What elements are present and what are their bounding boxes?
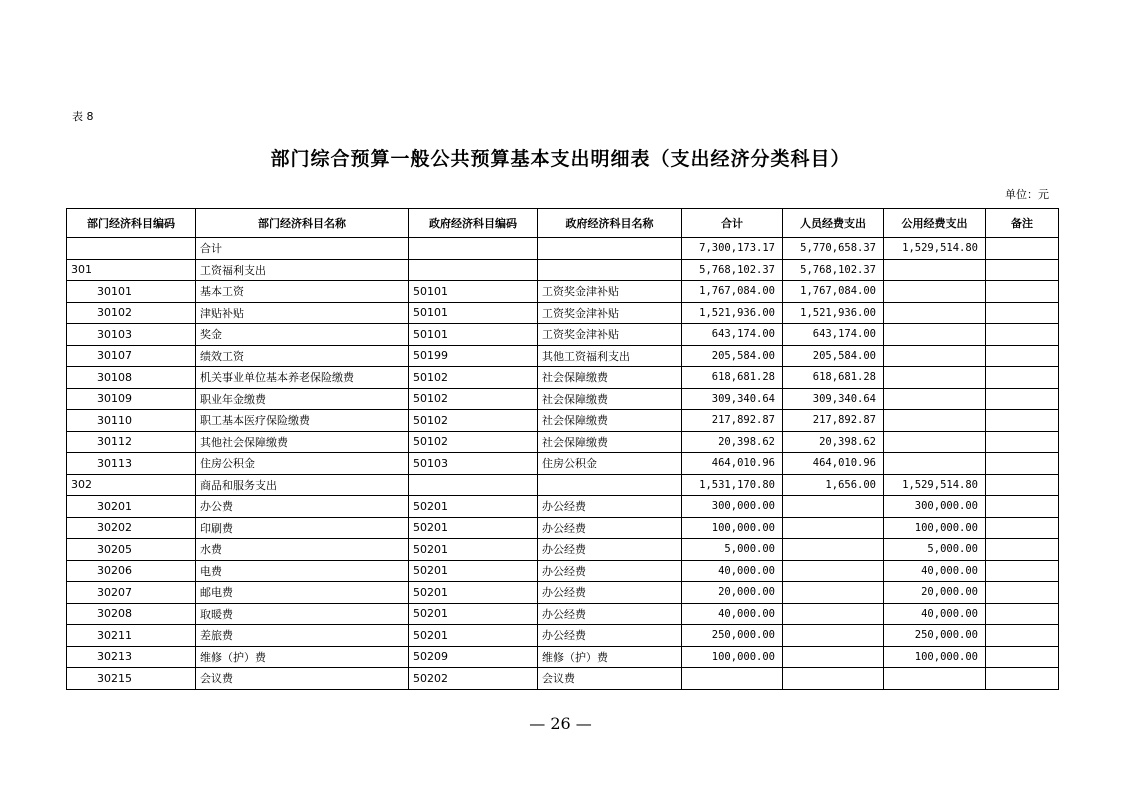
cell-gov-code: 50209: [409, 646, 538, 668]
cell-gov-name: 办公经费: [538, 582, 682, 604]
cell-gov-name: 社会保障缴费: [538, 367, 682, 389]
header-personnel: 人员经费支出: [783, 209, 884, 238]
cell-personnel: [783, 582, 884, 604]
cell-gov-code: 50102: [409, 367, 538, 389]
cell-name: 合计: [196, 238, 409, 260]
cell-gov-name: 工资奖金津补贴: [538, 324, 682, 346]
cell-public: [884, 259, 986, 281]
cell-name: 机关事业单位基本养老保险缴费: [196, 367, 409, 389]
cell-personnel: [783, 668, 884, 690]
unit-label: 单位：元: [1005, 188, 1049, 201]
table-row: [67, 259, 1059, 281]
table-row: [67, 625, 1059, 647]
cell-total: 309,340.64: [682, 388, 783, 410]
cell-note: [986, 388, 1059, 410]
cell-total: 100,000.00: [682, 517, 783, 539]
cell-note: [986, 625, 1059, 647]
table-row: [67, 302, 1059, 324]
cell-gov-code: 50202: [409, 668, 538, 690]
cell-note: [986, 302, 1059, 324]
cell-note: [986, 259, 1059, 281]
cell-note: [986, 281, 1059, 303]
table-header-row: [67, 209, 1059, 238]
cell-name: 职工基本医疗保险缴费: [196, 410, 409, 432]
cell-gov-code: 50101: [409, 324, 538, 346]
cell-gov-name: 社会保障缴费: [538, 431, 682, 453]
cell-name: 基本工资: [196, 281, 409, 303]
cell-gov-code: 50199: [409, 345, 538, 367]
cell-total: 300,000.00: [682, 496, 783, 518]
cell-code: 30211: [67, 625, 196, 647]
cell-gov-name: 会议费: [538, 668, 682, 690]
cell-code: 30107: [67, 345, 196, 367]
cell-total: 250,000.00: [682, 625, 783, 647]
table-row: [67, 410, 1059, 432]
table-row: [67, 345, 1059, 367]
table-row: [67, 668, 1059, 690]
cell-total: 618,681.28: [682, 367, 783, 389]
table-row: [67, 582, 1059, 604]
cell-code: 30101: [67, 281, 196, 303]
cell-total: 100,000.00: [682, 646, 783, 668]
cell-public: [884, 388, 986, 410]
cell-code: 30207: [67, 582, 196, 604]
cell-note: [986, 646, 1059, 668]
header-dept-name: 部门经济科目名称: [196, 209, 409, 238]
cell-gov-code: 50102: [409, 388, 538, 410]
cell-public: [884, 345, 986, 367]
cell-code: 30103: [67, 324, 196, 346]
cell-note: [986, 603, 1059, 625]
page-number: — 26 —: [529, 714, 592, 733]
cell-public: [884, 324, 986, 346]
cell-gov-name: 其他工资福利支出: [538, 345, 682, 367]
table-row: [67, 560, 1059, 582]
table-row: [67, 388, 1059, 410]
cell-gov-code: 50201: [409, 496, 538, 518]
cell-gov-name: 办公经费: [538, 625, 682, 647]
cell-gov-name: 办公经费: [538, 496, 682, 518]
cell-gov-name: [538, 259, 682, 281]
cell-code: 30112: [67, 431, 196, 453]
cell-personnel: 5,770,658.37: [783, 238, 884, 260]
cell-code: 30102: [67, 302, 196, 324]
cell-personnel: [783, 646, 884, 668]
cell-code: [67, 238, 196, 260]
cell-code: 302: [67, 474, 196, 496]
cell-name: 奖金: [196, 324, 409, 346]
table-row: [67, 539, 1059, 561]
table-row: [67, 603, 1059, 625]
cell-code: 30113: [67, 453, 196, 475]
cell-gov-code: [409, 474, 538, 496]
cell-name: 取暖费: [196, 603, 409, 625]
cell-total: 464,010.96: [682, 453, 783, 475]
cell-total: 1,767,084.00: [682, 281, 783, 303]
cell-gov-code: [409, 259, 538, 281]
cell-public: [884, 281, 986, 303]
cell-code: 30201: [67, 496, 196, 518]
cell-public: 250,000.00: [884, 625, 986, 647]
cell-personnel: [783, 517, 884, 539]
cell-total: 20,000.00: [682, 582, 783, 604]
cell-code: 30215: [67, 668, 196, 690]
cell-code: 30205: [67, 539, 196, 561]
cell-public: 40,000.00: [884, 560, 986, 582]
cell-gov-name: 维修（护）费: [538, 646, 682, 668]
table-row: [67, 431, 1059, 453]
cell-note: [986, 238, 1059, 260]
cell-note: [986, 453, 1059, 475]
cell-code: 30110: [67, 410, 196, 432]
cell-personnel: 309,340.64: [783, 388, 884, 410]
cell-public: 20,000.00: [884, 582, 986, 604]
table-row: [67, 517, 1059, 539]
cell-gov-code: [409, 238, 538, 260]
cell-personnel: 217,892.87: [783, 410, 884, 432]
cell-personnel: [783, 539, 884, 561]
cell-gov-code: 50102: [409, 431, 538, 453]
cell-gov-name: [538, 474, 682, 496]
cell-gov-code: 50101: [409, 281, 538, 303]
table-row: [67, 474, 1059, 496]
cell-gov-code: 50201: [409, 560, 538, 582]
cell-personnel: [783, 496, 884, 518]
cell-note: [986, 345, 1059, 367]
cell-public: 5,000.00: [884, 539, 986, 561]
cell-total: 1,521,936.00: [682, 302, 783, 324]
cell-name: 商品和服务支出: [196, 474, 409, 496]
cell-name: 其他社会保障缴费: [196, 431, 409, 453]
cell-name: 邮电费: [196, 582, 409, 604]
cell-public: 100,000.00: [884, 517, 986, 539]
cell-gov-code: 50101: [409, 302, 538, 324]
cell-total: 5,768,102.37: [682, 259, 783, 281]
cell-public: [884, 431, 986, 453]
table-row: [67, 646, 1059, 668]
cell-name: 绩效工资: [196, 345, 409, 367]
cell-personnel: [783, 603, 884, 625]
cell-note: [986, 431, 1059, 453]
cell-total: 20,398.62: [682, 431, 783, 453]
cell-gov-code: 50201: [409, 625, 538, 647]
cell-note: [986, 582, 1059, 604]
cell-code: 301: [67, 259, 196, 281]
cell-code: 30208: [67, 603, 196, 625]
cell-public: 1,529,514.80: [884, 238, 986, 260]
cell-code: 30202: [67, 517, 196, 539]
cell-gov-code: 50201: [409, 539, 538, 561]
cell-gov-name: 住房公积金: [538, 453, 682, 475]
cell-note: [986, 367, 1059, 389]
cell-personnel: 205,584.00: [783, 345, 884, 367]
cell-total: 40,000.00: [682, 560, 783, 582]
cell-personnel: [783, 625, 884, 647]
cell-gov-name: 办公经费: [538, 539, 682, 561]
cell-name: 水费: [196, 539, 409, 561]
cell-public: 300,000.00: [884, 496, 986, 518]
cell-total: [682, 668, 783, 690]
cell-public: [884, 668, 986, 690]
cell-gov-name: 社会保障缴费: [538, 410, 682, 432]
cell-name: 差旅费: [196, 625, 409, 647]
header-dept-code: 部门经济科目编码: [67, 209, 196, 238]
cell-note: [986, 539, 1059, 561]
cell-total: 1,531,170.80: [682, 474, 783, 496]
cell-personnel: [783, 560, 884, 582]
cell-personnel: 1,767,084.00: [783, 281, 884, 303]
header-note: 备注: [986, 209, 1059, 238]
cell-note: [986, 560, 1059, 582]
table-number: 表 8: [72, 110, 94, 123]
cell-name: 会议费: [196, 668, 409, 690]
cell-name: 津贴补贴: [196, 302, 409, 324]
cell-public: [884, 302, 986, 324]
cell-personnel: 1,521,936.00: [783, 302, 884, 324]
cell-note: [986, 668, 1059, 690]
header-public: 公用经费支出: [884, 209, 986, 238]
cell-name: 电费: [196, 560, 409, 582]
cell-note: [986, 410, 1059, 432]
cell-gov-code: 50102: [409, 410, 538, 432]
cell-public: [884, 453, 986, 475]
cell-personnel: 643,174.00: [783, 324, 884, 346]
cell-note: [986, 517, 1059, 539]
cell-gov-code: 50201: [409, 582, 538, 604]
cell-note: [986, 496, 1059, 518]
cell-gov-code: 50103: [409, 453, 538, 475]
header-gov-name: 政府经济科目名称: [538, 209, 682, 238]
table-row: [67, 324, 1059, 346]
cell-code: 30108: [67, 367, 196, 389]
cell-total: 40,000.00: [682, 603, 783, 625]
page-title: 部门综合预算一般公共预算基本支出明细表（支出经济分类科目）: [270, 148, 851, 170]
cell-name: 办公费: [196, 496, 409, 518]
cell-personnel: 464,010.96: [783, 453, 884, 475]
cell-public: [884, 367, 986, 389]
cell-total: 7,300,173.17: [682, 238, 783, 260]
cell-gov-name: 办公经费: [538, 517, 682, 539]
cell-name: 印刷费: [196, 517, 409, 539]
cell-note: [986, 474, 1059, 496]
cell-note: [986, 324, 1059, 346]
cell-gov-name: [538, 238, 682, 260]
cell-name: 住房公积金: [196, 453, 409, 475]
cell-total: 643,174.00: [682, 324, 783, 346]
table-body: [67, 238, 1059, 690]
cell-personnel: 5,768,102.37: [783, 259, 884, 281]
cell-gov-code: 50201: [409, 603, 538, 625]
header-total: 合计: [682, 209, 783, 238]
table-row: [67, 281, 1059, 303]
cell-public: 100,000.00: [884, 646, 986, 668]
budget-table: [66, 208, 1059, 690]
cell-gov-name: 工资奖金津补贴: [538, 302, 682, 324]
cell-code: 30109: [67, 388, 196, 410]
cell-name: 工资福利支出: [196, 259, 409, 281]
cell-gov-name: 社会保障缴费: [538, 388, 682, 410]
cell-name: 维修（护）费: [196, 646, 409, 668]
table-row: [67, 496, 1059, 518]
cell-total: 205,584.00: [682, 345, 783, 367]
cell-public: 1,529,514.80: [884, 474, 986, 496]
cell-gov-code: 50201: [409, 517, 538, 539]
table-row: [67, 367, 1059, 389]
header-gov-code: 政府经济科目编码: [409, 209, 538, 238]
cell-gov-name: 办公经费: [538, 603, 682, 625]
cell-code: 30206: [67, 560, 196, 582]
cell-total: 5,000.00: [682, 539, 783, 561]
cell-name: 职业年金缴费: [196, 388, 409, 410]
cell-personnel: 1,656.00: [783, 474, 884, 496]
table-row: [67, 238, 1059, 260]
cell-gov-name: 办公经费: [538, 560, 682, 582]
table-row: [67, 453, 1059, 475]
cell-total: 217,892.87: [682, 410, 783, 432]
cell-public: [884, 410, 986, 432]
cell-personnel: 20,398.62: [783, 431, 884, 453]
cell-code: 30213: [67, 646, 196, 668]
cell-personnel: 618,681.28: [783, 367, 884, 389]
cell-gov-name: 工资奖金津补贴: [538, 281, 682, 303]
cell-public: 40,000.00: [884, 603, 986, 625]
